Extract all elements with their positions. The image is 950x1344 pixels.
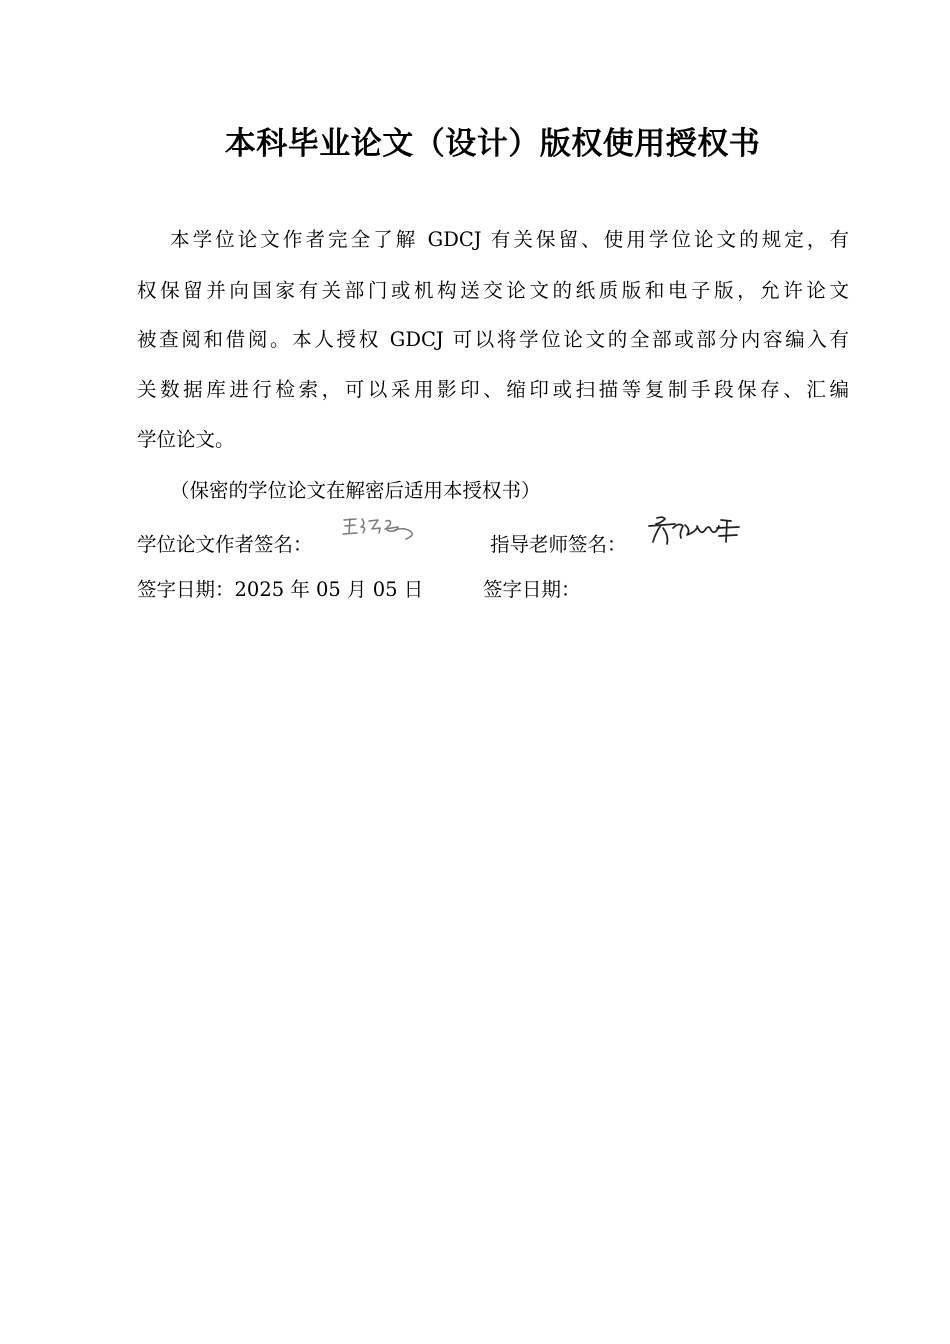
author-signature [340, 515, 422, 547]
supervisor-signature-label: 指导老师签名： [490, 533, 627, 556]
document-title: 本科毕业论文（设计）版权使用授权书 [224, 126, 761, 162]
author-sign-date: 签字日期：2025 年 05 月 05 日 [137, 578, 424, 601]
author-signature-label: 学位论文作者签名： [137, 533, 313, 556]
paragraph-line-5: 学位论文。 [137, 428, 235, 451]
supervisor-signature [645, 512, 743, 552]
paragraph-line-3: 被查阅和借阅。本人授权 GDCJ 可以将学位论文的全部或部分内容编入有 [137, 328, 849, 351]
confidential-note: （保密的学位论文在解密后适用本授权书） [170, 479, 541, 502]
paragraph-line-4: 关数据库进行检索，可以采用影印、缩印或扫描等复制手段保存、汇编 [137, 378, 849, 401]
supervisor-sign-date-label: 签字日期： [483, 578, 581, 601]
paragraph-line-1: 本学位论文作者完全了解 GDCJ 有关保留、使用学位论文的规定，有 [170, 228, 849, 251]
paragraph-line-2: 权保留并向国家有关部门或机构送交论文的纸质版和电子版，允许论文 [137, 279, 849, 302]
